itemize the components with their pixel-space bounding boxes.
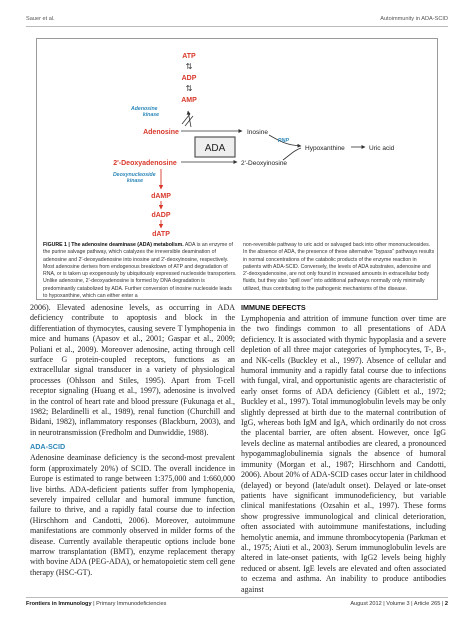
atp-label: ATP (182, 53, 196, 60)
right-column (241, 303, 446, 595)
deoxyinosine-label: 2'-Deoxyinosine (241, 160, 288, 167)
adenosine-kinase-line2: kinase (142, 112, 159, 118)
dadp-label: dADP (151, 212, 171, 219)
deoxynucleoside-kinase-line1: Deoxynucleoside (112, 172, 156, 178)
hypoxanthine-label: Hypoxanthine (305, 145, 345, 152)
deoxynucleoside-kinase-line2: kinase (126, 178, 144, 184)
intro-paragraph: 2006). Elevated adenosine levels, as occurring in ADA deficiency contribute to apoptosis and block in the differentiation of thymocytes, causing severe T lymphopenia in mice and humans (Apasov et al., 2001; Gaspar et al., 2009; Poliani et al., 2009). Moreover adenosine, acting through cell surface G protein-coupled receptors, functions as an extracellular signal transducer in a variety of physiological processes (Ohlsson and Stiles, 1995). Apart from T-cell receptor signaling (Huang et al., 1997), adenosine is involved in the control of heart rate and blood pressure (Fukunaga et al., 1982; Belardinelli et al., 1989), renal function (Churchill and Bidani, 1982), inflammatory responses (Blackburn, 2003), and in neurotransmission (Fredholm and Dunwiddie, 1988). (30, 303, 235, 437)
deoxyinosine-to-hypoxanthine-arrow (283, 148, 301, 160)
ada-enzyme-label: ADA (204, 143, 226, 154)
figure-caption-label: FIGURE 1 | The adenosine deaminase (ADA) metabolism. (43, 242, 184, 248)
page-footer (26, 601, 448, 611)
immune-defects-paragraph: Lymphopenia and attrition of immune function over time are the two findings common to all presentations of ADA deficiency. It is associated with thymic hypoplasia and a severe depletion of all three major categories of lymphocytes, T-, B-, and NK-cells (Buckley et al., 1997). Absence of cellular and humoral immunity and a rapidly fatal course due to infections with fungal, viral, and opportunistic agents are characteristic of early onset forms of ADA deficiency (Giblett et al., 1972; Buckley et al., 1997). Total immunoglobulin levels may be only slightly depressed at birth due to the maternal contribution of IgG, whereas both IgM and IgA, which ordinarily do not cross the placental barrier, are often absent. However, once IgG levels decline as maternal antibodies are cleared, a pronounced hypogammaglobulinemia signals the absence of humoral immunity (Morgan et al., 1987; Hirschhorn and Candotti, 2006). About 20% of ADA-SCID cases occur later in childhood (delayed) or beyond (late/adult onset). Delayed or late-onset patients have significant immunodeficiency, but variable clinical manifestations (Ozsahin et al., 1997). These forms show progressive immunological and clinical deterioration, often associated with autoimmune manifestations, including hemolytic anemia, and immune thrombocytopenia (Parkman et al., 1975; Aiuti et al., 2003). Serum immunoglobulin levels are altered in late-onset patients, with IgG2 levels being highly reduced or absent. IgE levels are elevated and often associated to eczema and asthma. An inability to produce antibodies against (241, 314, 446, 594)
uric-acid-label: Uric acid (369, 145, 395, 152)
atp-adp-arrows: ⇅ (185, 62, 193, 71)
pnp-label: PNP (277, 138, 289, 144)
footer-journal (26, 601, 166, 607)
footer-issue-info: August 2012 | Volume 3 | Article 265 | (350, 601, 445, 607)
amp-label: AMP (181, 97, 197, 104)
adp-label: ADP (181, 75, 197, 82)
adenosine-label: Adenosine (143, 129, 179, 136)
section-heading-immune-defects: IMMUNE DEFECTS (241, 303, 306, 312)
inosine-label: Inosine (247, 129, 268, 136)
ada-metabolism-diagram (37, 39, 439, 239)
figure-caption-left (43, 242, 237, 300)
figure-1 (36, 38, 438, 300)
adenosine-kinase-line1: Adenosine (131, 106, 158, 112)
datp-label: dATP (152, 231, 170, 238)
damp-label: dAMP (151, 193, 171, 200)
page-number: 2 (444, 601, 448, 607)
left-column (30, 303, 235, 578)
footer-rule (26, 597, 448, 598)
running-header (26, 16, 448, 26)
ada-scid-paragraph: Adenosine deaminase deficiency is the second-most prevalent form (approximately 20%) of SCID. The overall incidence in Europe is estimated to range between 1:375,000 and 1:660,000 live births. ADA-deficient patients suffer from lymphopenia, severely impaired cellular and humoral immune function, failure to thrive, and a rapidly fatal course due to infection (Hirschhorn and Candotti, 2006). Moreover, autoimmune manifestations are commonly observed in milder forms of the disease. Currently available therapeutic options include bone marrow transplantation (BMT), enzyme replacement therapy with bovine ADA (PEG-ADA), or hematopoietic stem cell gene therapy (HSC-GT). (30, 453, 235, 577)
section-heading-ada-scid: ADA-SCID (30, 442, 66, 452)
adp-amp-arrows: ⇅ (185, 84, 193, 93)
deoxyadenosine-label: 2'-Deoxyadenosine (113, 160, 177, 167)
deoxynucleoside-kinase-label (113, 172, 157, 184)
kinase-block-slash (182, 114, 193, 126)
footer-section: | Primary Immunodeficiencies (91, 601, 167, 607)
footer-journal-name: Frontiers in Immunology (26, 601, 92, 607)
header-authors: Sauer et al. (26, 16, 55, 22)
figure-caption-text-left: ADA is an enzyme of the purine salvage pathway, which catalyzes the irreversible deamination of adenosine and 2'-deoxyadenosine into inosine and 2'-deoxyinosine, respectively. Most adenosine derives from endogenous breakdown of ATP and degradation of RNA, or is taken up exogenously by ubiquitously expressed nucleoside transporters. Unlike adenosine, 2'-deoxyadenosine is formed by DNA degradation is predominantly catabolized by ADA. Further conversion of inosine nucleoside leads to hypoxanthine, which can either enter a (43, 242, 237, 300)
figure-caption-right: non-reversible pathway to uric acid or salvaged back into other mononucleosides. In the absence of ADA, the presence of these alternative “bypass” pathways results in normal concentrations of the catabolic products of the enzyme reaction in patients with ADA-SCID. Conversely, the levels of ADA substrates, adenosine and 2'-deoxyadenosine, are not only found in increased amounts in extracellular body fluids, but they also “spill over” into additional pathways normally only minimally utilized, thus contributing to the pathogenic mechanisms of the disease. (243, 242, 435, 292)
adenosine-kinase-label (130, 106, 159, 118)
header-topic: Autoimmunity in ADA-SCID (380, 16, 448, 22)
header-rule (26, 26, 448, 27)
footer-issue (350, 601, 448, 607)
